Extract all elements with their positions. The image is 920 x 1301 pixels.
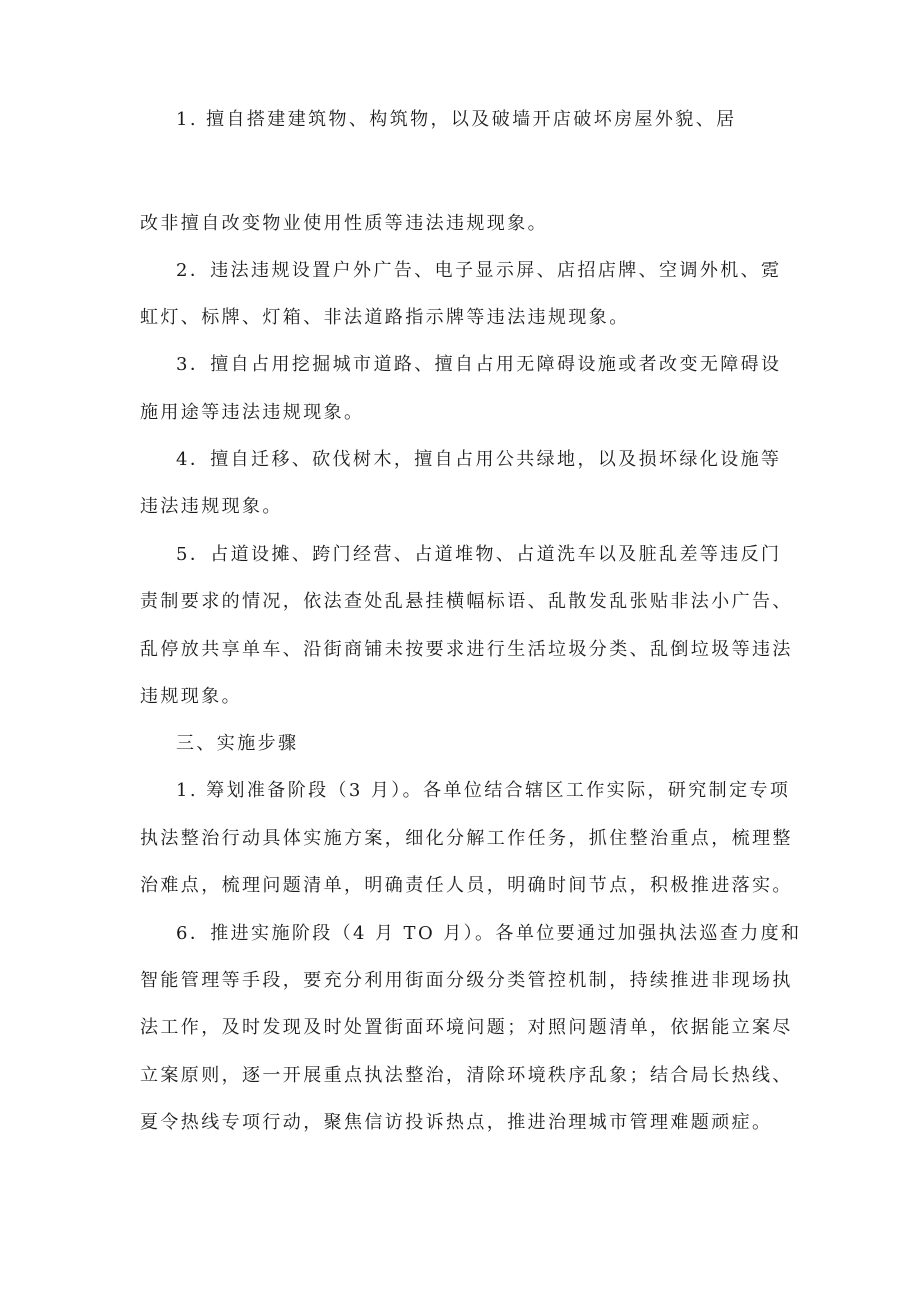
paragraph-2-line-2: 虹灯、标牌、灯箱、非法道路指示牌等违法违规现象。 <box>140 307 630 328</box>
paragraph-5-line-4: 违规现象。 <box>140 686 242 707</box>
step-1-line-2: 执法整治行动具体实施方案，细化分解工作任务，抓住整治重点，梳理整 <box>140 828 793 849</box>
step-1-line-1: 1. 筹划准备阶段（3 月）。各单位结合辖区工作实际，研究制定专项 <box>176 780 791 801</box>
paragraph-5-line-3: 乱停放共享单车、沿街商铺未按要求进行生活垃圾分类、乱倒垃圾等违法 <box>140 639 793 660</box>
paragraph-3-line-1: 3．擅自占用挖掘城市道路、擅自占用无障碍设施或者改变无障碍设 <box>176 354 782 375</box>
step-2-line-2: 智能管理等手段，要充分利用街面分级分类管控机制，持续推进非现场执 <box>140 970 793 991</box>
step-2-line-3: 法工作，及时发现及时处置街面环境问题；对照问题清单，依据能立案尽 <box>140 1017 793 1038</box>
paragraph-1-line-1: 1. 擅自搭建建筑物、构筑物，以及破墙开店破坏房屋外貌、居 <box>176 109 737 130</box>
step-2-line-4: 立案原则，逐一开展重点执法整治，清除环境秩序乱象；结合局长热线、 <box>140 1065 793 1086</box>
paragraph-3-line-2: 施用途等违法违规现象。 <box>140 402 365 423</box>
paragraph-4-line-2: 违法违规现象。 <box>140 496 283 517</box>
paragraph-1-line-2: 改非擅自改变物业使用性质等违法违规现象。 <box>140 213 548 234</box>
paragraph-5-line-1: 5．占道设摊、跨门经营、占道堆物、占道洗车以及脏乱差等违反门 <box>176 544 782 565</box>
paragraph-5-line-2: 责制要求的情况，依法查处乱悬挂横幅标语、乱散发乱张贴非法小广告、 <box>140 591 793 612</box>
step-1-line-3: 治难点，梳理问题清单，明确责任人员，明确时间节点，积极推进落实。 <box>140 875 793 896</box>
paragraph-4-line-1: 4．擅自迁移、砍伐树木，擅自占用公共绿地，以及损坏绿化设施等 <box>176 449 782 470</box>
step-2-line-1: 6．推进实施阶段（4 月 TO 月）。各单位要通过加强执法巡查力度和 <box>176 923 802 944</box>
paragraph-2-line-1: 2．违法违规设置户外广告、电子显示屏、店招店牌、空调外机、霓 <box>176 260 782 281</box>
section-heading: 三、实施步骤 <box>176 733 299 754</box>
step-2-line-5: 夏令热线专项行动，聚焦信访投诉热点，推进治理城市管理难题顽症。 <box>140 1112 773 1133</box>
